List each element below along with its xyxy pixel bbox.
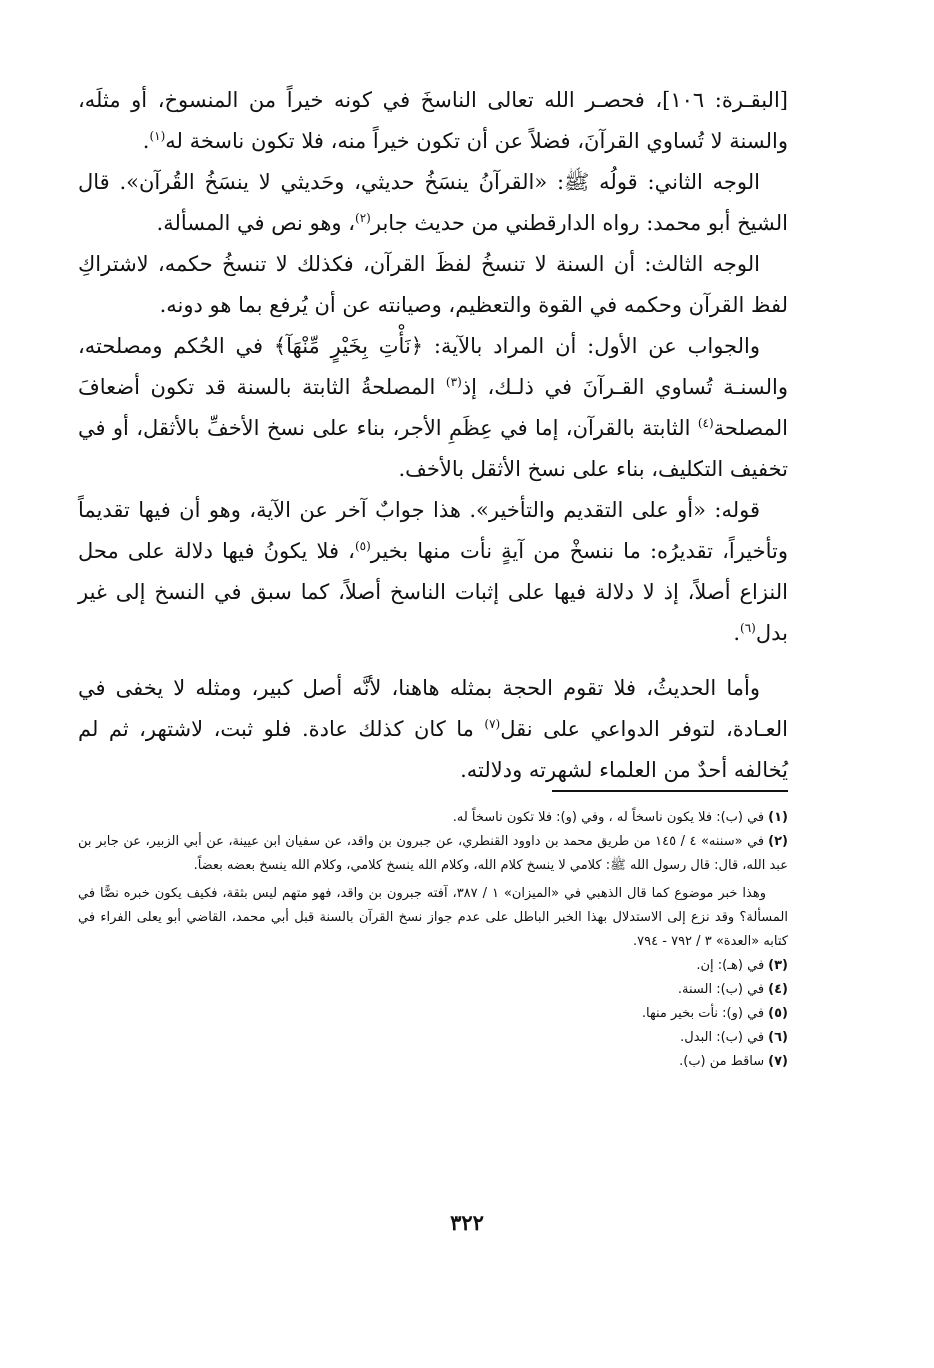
footnote-continuation: وهذا خبر موضوع كما قال الذهبي في «الميزان» ١ / ٣٨٧، آفته جبرون بن واقد، فهو متهم ليس بثقة، فكيف يكون خبره نصًّا في المسألة؟ وقد نزع إلى الاستدلال بهذا الخبر الباطل على عدم جواز نسخ القرآن بالسنة قبل أبي محمد، القاضي أبو يعلى الفراء في كتابه «العدة» ٣ / ٧٩٢ - ٧٩٤. — [78, 886, 788, 949]
footnote-reference: (١) — [149, 129, 166, 143]
footnote — [78, 1050, 788, 1074]
footnote-text: في (ب): فلا يكون ناسخاً له ، وفي (و): فلا تكون ناسخاً له. — [452, 810, 765, 825]
footnote-number: (٢) — [768, 834, 788, 849]
footnote — [78, 806, 788, 830]
paragraph — [78, 80, 788, 162]
footnote-number: (٣) — [768, 958, 788, 973]
footnote-reference: (٥) — [354, 539, 371, 553]
footnote — [78, 954, 788, 978]
footnote-number: (١) — [768, 810, 788, 825]
paragraph — [78, 490, 788, 654]
footnote-reference: (٤) — [697, 416, 714, 430]
paragraph-text: . — [733, 621, 741, 645]
footnote — [78, 830, 788, 954]
paragraph-text: [البقـرة: ١٠٦]، فحصـر الله تعالى الناسخَ في كونه خيراً من المنسوخ، أو مثلَه، والسنة لا تُساوي القرآنَ، فضلاً عن أن تكون خيراً منه، فلا تكون ناسخة له — [78, 88, 788, 153]
paragraph-text: الثابتة بالقرآن، إما في عِظَمِ الأجر، بناء على نسخ الأخفِّ بالأثقل، أو في تخفيف التكليف، بناء على نسخ الأثقل بالأخف. — [78, 416, 788, 481]
footnote-text: في (ب): البدل. — [680, 1030, 765, 1045]
footnote-reference: (٢) — [355, 211, 371, 225]
paragraph — [78, 244, 788, 326]
footnote-text: في «سننه» ٤ / ١٤٥ من طريق محمد بن داوود القنطري، عن جبرون بن واقد، عن سفيان ابن عيينة، عن أبي الزبير، عن جابر بن عبد الله، قال: قال رسول الله ﷺ: كلامي لا ينسخ كلام الله، وكلام الله ينسخ كلامي، وكلام الله ينسخ بعضه بعضاً. — [78, 834, 788, 873]
footnote-text: في (ب): السنة. — [677, 982, 765, 997]
footnote-number: (٧) — [768, 1054, 788, 1069]
page-number: ٣٢٢ — [450, 1210, 484, 1235]
footnote-number: (٥) — [768, 1006, 788, 1021]
footnote-number: (٤) — [768, 982, 788, 997]
footnote-reference: (٦) — [740, 621, 756, 635]
paragraph — [78, 668, 788, 791]
paragraph-text: والجواب عن الأول: أن المراد بالآية: ﴿نَأْتِ بِخَيْرٍ مِّنْهَآ﴾ في الحُكم ومصلحته، والسنـة تُساوي القـرآنَ في ذلـك، إذ — [78, 334, 788, 399]
footnote-text: ساقط من (ب). — [679, 1054, 765, 1069]
footnote-reference: (٧) — [484, 717, 501, 731]
paragraph — [78, 162, 788, 244]
paragraph-text: وأما الحديثُ، فلا تقوم الحجة بمثله هاهنا، لأنَّه أصل كبير، ومثله لا يخفى في العـادة، لتوفر الدواعي على نقل — [78, 676, 788, 741]
paragraph-text: ، وهو نص في المسألة. — [156, 211, 356, 235]
footnote-divider — [552, 790, 788, 792]
footnote-reference: (٣) — [445, 375, 462, 389]
footnote-text: في (و): نأت بخير منها. — [641, 1006, 765, 1021]
footnotes — [78, 806, 788, 1074]
paragraph-text: الوجه الثالث: أن السنة لا تنسخُ لفظَ القرآن، فكذلك لا تنسخُ حكمه، لاشتراكِ لفظ القرآن وحكمه في القوة والتعظيم، وصيانته عن أن يُرفع بما هو دونه. — [78, 252, 788, 317]
footnote-number: (٦) — [768, 1030, 788, 1045]
footnote — [78, 1026, 788, 1050]
paragraph-text: الوجه الثاني: قولُه ﷺ: «القرآنُ ينسَخُ حديثي، وحَديثي لا ينسَخُ القُرآن». قال الشيخ أبو محمد: رواه الدارقطني من حديث جابر — [78, 170, 788, 235]
footnote-text: في (هـ): إن. — [696, 958, 765, 973]
footnote — [78, 978, 788, 1002]
main-text — [78, 80, 788, 791]
paragraph-text: . — [142, 129, 150, 153]
paragraph-text: المصلحةُ الثابتة بالسنة قد تكون أضعافَ المصلحة — [78, 375, 788, 440]
paragraph-text: ، فلا يكونُ فيها دلالة على محل النزاع أصلاً، إذ لا دلالة فيها على إثبات الناسخ أصلاً، كما سبق في النسخ إلى غير بدل — [78, 539, 788, 645]
paragraph-text: ما كان كذلك عادة. فلو ثبت، لاشتهر، ثم لم يُخالفه أحدٌ من العلماء لشهرته ودلالته. — [78, 717, 788, 782]
footnote — [78, 1002, 788, 1026]
paragraph — [78, 326, 788, 490]
paragraph-text: قوله: «أو على التقديم والتأخير». هذا جوابٌ آخر عن الآية، وهو أن فيها تقديماً وتأخيراً، تقديرُه: ما ننسخْ من آيةٍ نأت منها بخير — [78, 498, 788, 563]
